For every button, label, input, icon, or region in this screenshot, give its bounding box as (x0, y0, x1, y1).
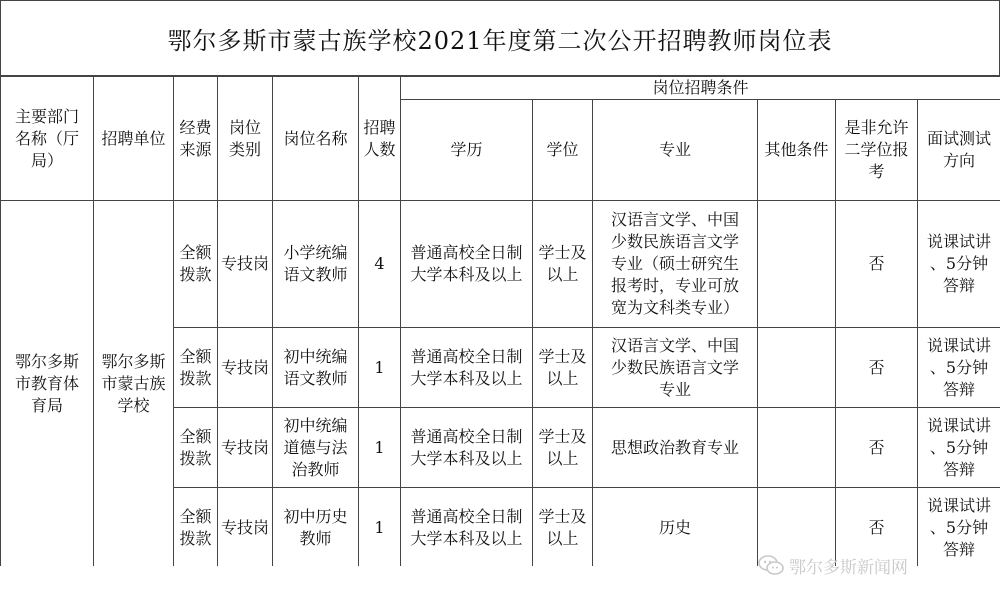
interview-cell: 说课试讲 、5分钟 答辩 (918, 488, 1000, 568)
category-cell: 专技岗 (218, 408, 273, 488)
header-unit: 招聘单位 (94, 77, 174, 201)
major-cell: 汉语言文学、中国 少数民族语言文学 专业 (593, 328, 758, 408)
major-cell: 汉语言文学、中国 少数民族语言文学 专业（硕士研究生 报考时，专业可放 宽为文科类专业） (593, 201, 758, 328)
degree-cell: 学士及 以上 (533, 328, 593, 408)
watermark-text: 鄂尔多斯新闻网 (789, 557, 908, 578)
interview-cell: 说课试讲 、5分钟 答辩 (918, 328, 1000, 408)
header-interview: 面试测试 方向 (918, 100, 1000, 201)
education-cell: 普通高校全日制 大学本科及以上 (401, 201, 533, 328)
interview-cell: 说课试讲 、5分钟 答辩 (918, 201, 1000, 328)
header-degree: 学位 (533, 100, 593, 201)
funding-cell: 全额 拨款 (174, 408, 218, 488)
other-cell (758, 328, 836, 408)
header-row-top (1, 77, 1000, 100)
major-cell: 历史 (593, 488, 758, 568)
funding-cell: 全额 拨款 (174, 488, 218, 568)
wechat-icon (757, 554, 785, 576)
position-cell: 小学统编 语文教师 (273, 201, 359, 328)
position-cell: 初中历史 教师 (273, 488, 359, 568)
unit-cell: 鄂尔多斯 市蒙古族 学校 (94, 201, 174, 568)
dept-cell: 鄂尔多斯 市教育体 育局 (1, 201, 94, 568)
interview-cell: 说课试讲 、5分钟 答辩 (918, 408, 1000, 488)
header-double-degree: 是非允许 二学位报 考 (836, 100, 918, 201)
count-cell: 4 (359, 201, 401, 328)
double-degree-cell: 否 (836, 408, 918, 488)
degree-cell: 学士及 以上 (533, 488, 593, 568)
header-category: 岗位 类别 (218, 77, 273, 201)
education-cell: 普通高校全日制 大学本科及以上 (401, 328, 533, 408)
degree-cell: 学士及 以上 (533, 201, 593, 328)
header-dept: 主要部门 名称（厅 局） (1, 77, 94, 201)
education-cell: 普通高校全日制 大学本科及以上 (401, 408, 533, 488)
header-funding: 经费 来源 (174, 77, 218, 201)
degree-cell: 学士及 以上 (533, 408, 593, 488)
header-conditions: 岗位招聘条件 (401, 77, 1000, 100)
double-degree-cell: 否 (836, 328, 918, 408)
other-cell (758, 201, 836, 328)
double-degree-cell: 否 (836, 488, 918, 568)
count-cell: 1 (359, 328, 401, 408)
header-major: 专业 (593, 100, 758, 201)
funding-cell: 全额 拨款 (174, 328, 218, 408)
category-cell: 专技岗 (218, 488, 273, 568)
category-cell: 专技岗 (218, 201, 273, 328)
header-position: 岗位名称 (273, 77, 359, 201)
funding-cell: 全额 拨款 (174, 201, 218, 328)
other-cell (758, 408, 836, 488)
major-cell: 思想政治教育专业 (593, 408, 758, 488)
education-cell: 普通高校全日制 大学本科及以上 (401, 488, 533, 568)
count-cell: 1 (359, 488, 401, 568)
positions-table (0, 76, 1000, 568)
category-cell: 专技岗 (218, 328, 273, 408)
position-cell: 初中统编 语文教师 (273, 328, 359, 408)
header-other: 其他条件 (758, 100, 836, 201)
watermark (757, 550, 908, 580)
count-cell: 1 (359, 408, 401, 488)
page-title: 鄂尔多斯市蒙古族学校2021年度第二次公开招聘教师岗位表 (0, 0, 1000, 76)
header-count: 招聘 人数 (359, 77, 401, 201)
header-education: 学历 (401, 100, 533, 201)
position-cell: 初中统编 道德与法 治教师 (273, 408, 359, 488)
double-degree-cell: 否 (836, 201, 918, 328)
table-row (1, 201, 1000, 328)
